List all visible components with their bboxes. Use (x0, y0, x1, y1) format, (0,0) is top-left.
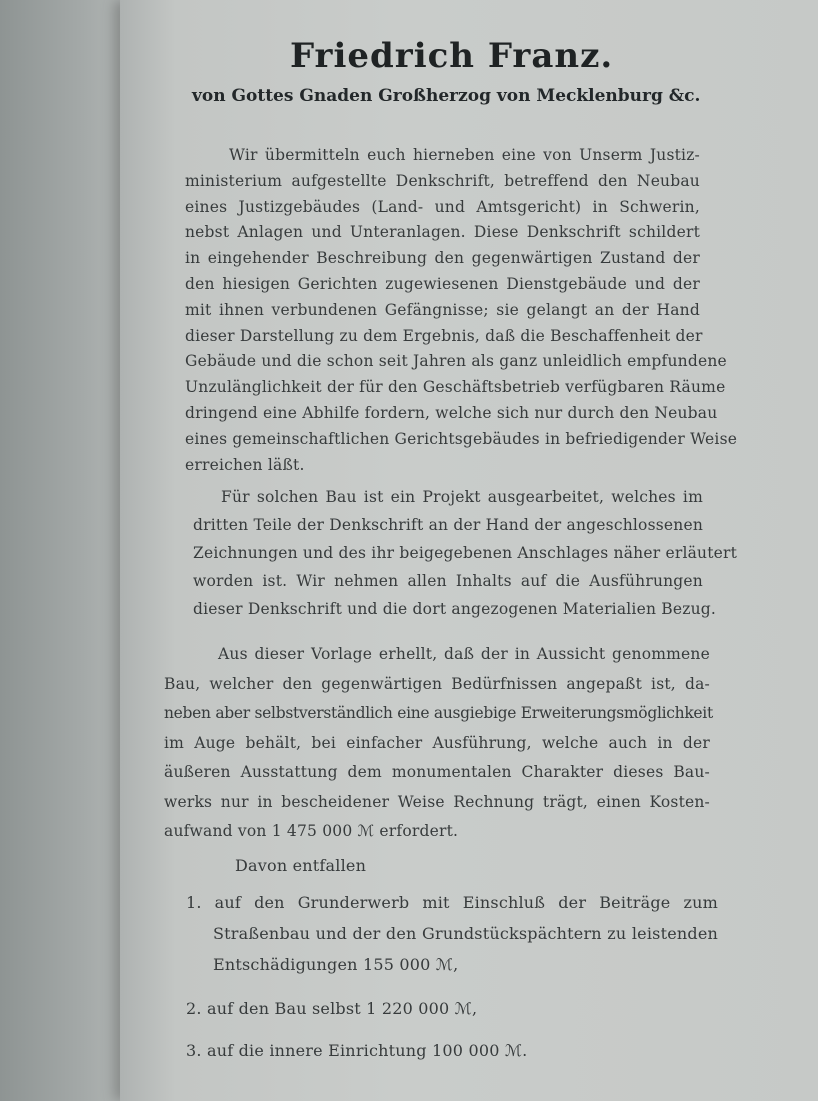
paragraph-line: dieser Darstellung zu dem Ergebnis, daß die Beschaffenheit der (185, 326, 703, 345)
paragraph-line: erreichen läßt. (185, 455, 305, 474)
paragraph-line: mit ihnen verbundenen Gefängnisse; sie gelangt an der Hand (185, 300, 700, 319)
paragraph-line: werks nur in bescheidener Weise Rechnung trägt, einen Kosten- (164, 792, 710, 811)
paragraph-line: Unzulänglichkeit der für den Geschäftsbetrieb verfügbaren Räume (185, 378, 726, 397)
paragraph-1 (185, 146, 738, 481)
paragraph-line: aufwand von 1 475 000 ℳ erfordert. (164, 822, 459, 840)
list-item-line: Entschädigungen 155 000 ℳ, (213, 955, 459, 974)
paragraph-line: den hiesigen Gerichten zugewiesenen Dienstgebäude und der (185, 274, 700, 293)
paragraph-line: eines gemeinschaftlichen Gerichtsgebäudes in befriedigender Weise (185, 429, 738, 448)
paragraph-line: Gebäude und die schon seit Jahren als ganz unleidlich empfundene (185, 352, 727, 371)
list-item-line: Straßenbau und der den Grundstückspächtern zu leistenden (213, 924, 718, 943)
paragraph-line: im Auge behält, bei einfacher Ausführung, welche auch in der (164, 733, 710, 752)
paragraph-line: ministerium aufgestellte Denkschrift, betreffend den Neubau (185, 171, 700, 190)
list-item-line: 2. auf den Bau selbst 1 220 000 ℳ, (186, 999, 478, 1018)
paragraph-line: Zeichnungen und des ihr beigegebenen Anschlages näher erläutert (193, 544, 738, 562)
page-title: Friedrich Franz. (290, 36, 614, 76)
cost-list (186, 893, 718, 1072)
paragraph-3 (164, 645, 713, 852)
paragraph-line: nebst Anlagen und Unteranlagen. Diese Denkschrift schildert (185, 223, 700, 242)
paragraph-line: Wir übermitteln euch hierneben eine von Unserm Justiz- (229, 146, 700, 164)
paragraph-line: dringend eine Abhilfe fordern, welche sich nur durch den Neubau (185, 403, 718, 422)
paragraph-line: äußeren Ausstattung dem monumentalen Charakter dieses Bau- (164, 763, 710, 781)
paragraph-line: Für solchen Bau ist ein Projekt ausgearbeitet, welches im (221, 488, 703, 506)
paragraph-line: dieser Denkschrift und die dort angezogenen Materialien Bezug. (193, 600, 717, 618)
paragraph-line: neben aber selbstverständlich eine ausgiebige Erweiterungsmöglichkeit (164, 704, 713, 722)
paragraph-line: worden ist. Wir nehmen allen Inhalts auf die Ausführungen (193, 572, 703, 590)
paragraph-line: eines Justizgebäudes (Land- und Amtsgericht) in Schwerin, (185, 197, 700, 216)
paragraph-2 (193, 488, 738, 628)
paragraph-line: in eingehender Beschreibung den gegenwärtigen Zustand der (185, 249, 700, 268)
paragraph-line: Aus dieser Vorlage erhellt, daß der in Aussicht genommene (218, 645, 710, 663)
list-item-line: 3. auf die innere Einrichtung 100 000 ℳ. (186, 1041, 528, 1060)
paragraph-line: dritten Teile der Denkschrift an der Hand der angeschlossenen (193, 516, 703, 534)
paragraph-line: Bau, welcher den gegenwärtigen Bedürfnissen angepaßt ist, da- (164, 674, 710, 693)
davon-entfallen: Davon entfallen (235, 856, 367, 875)
list-item-line: 1. auf den Grunderwerb mit Einschluß der Beiträge zum (186, 893, 718, 912)
page-subtitle: von Gottes Gnaden Großherzog von Mecklenburg &c. (192, 86, 701, 106)
